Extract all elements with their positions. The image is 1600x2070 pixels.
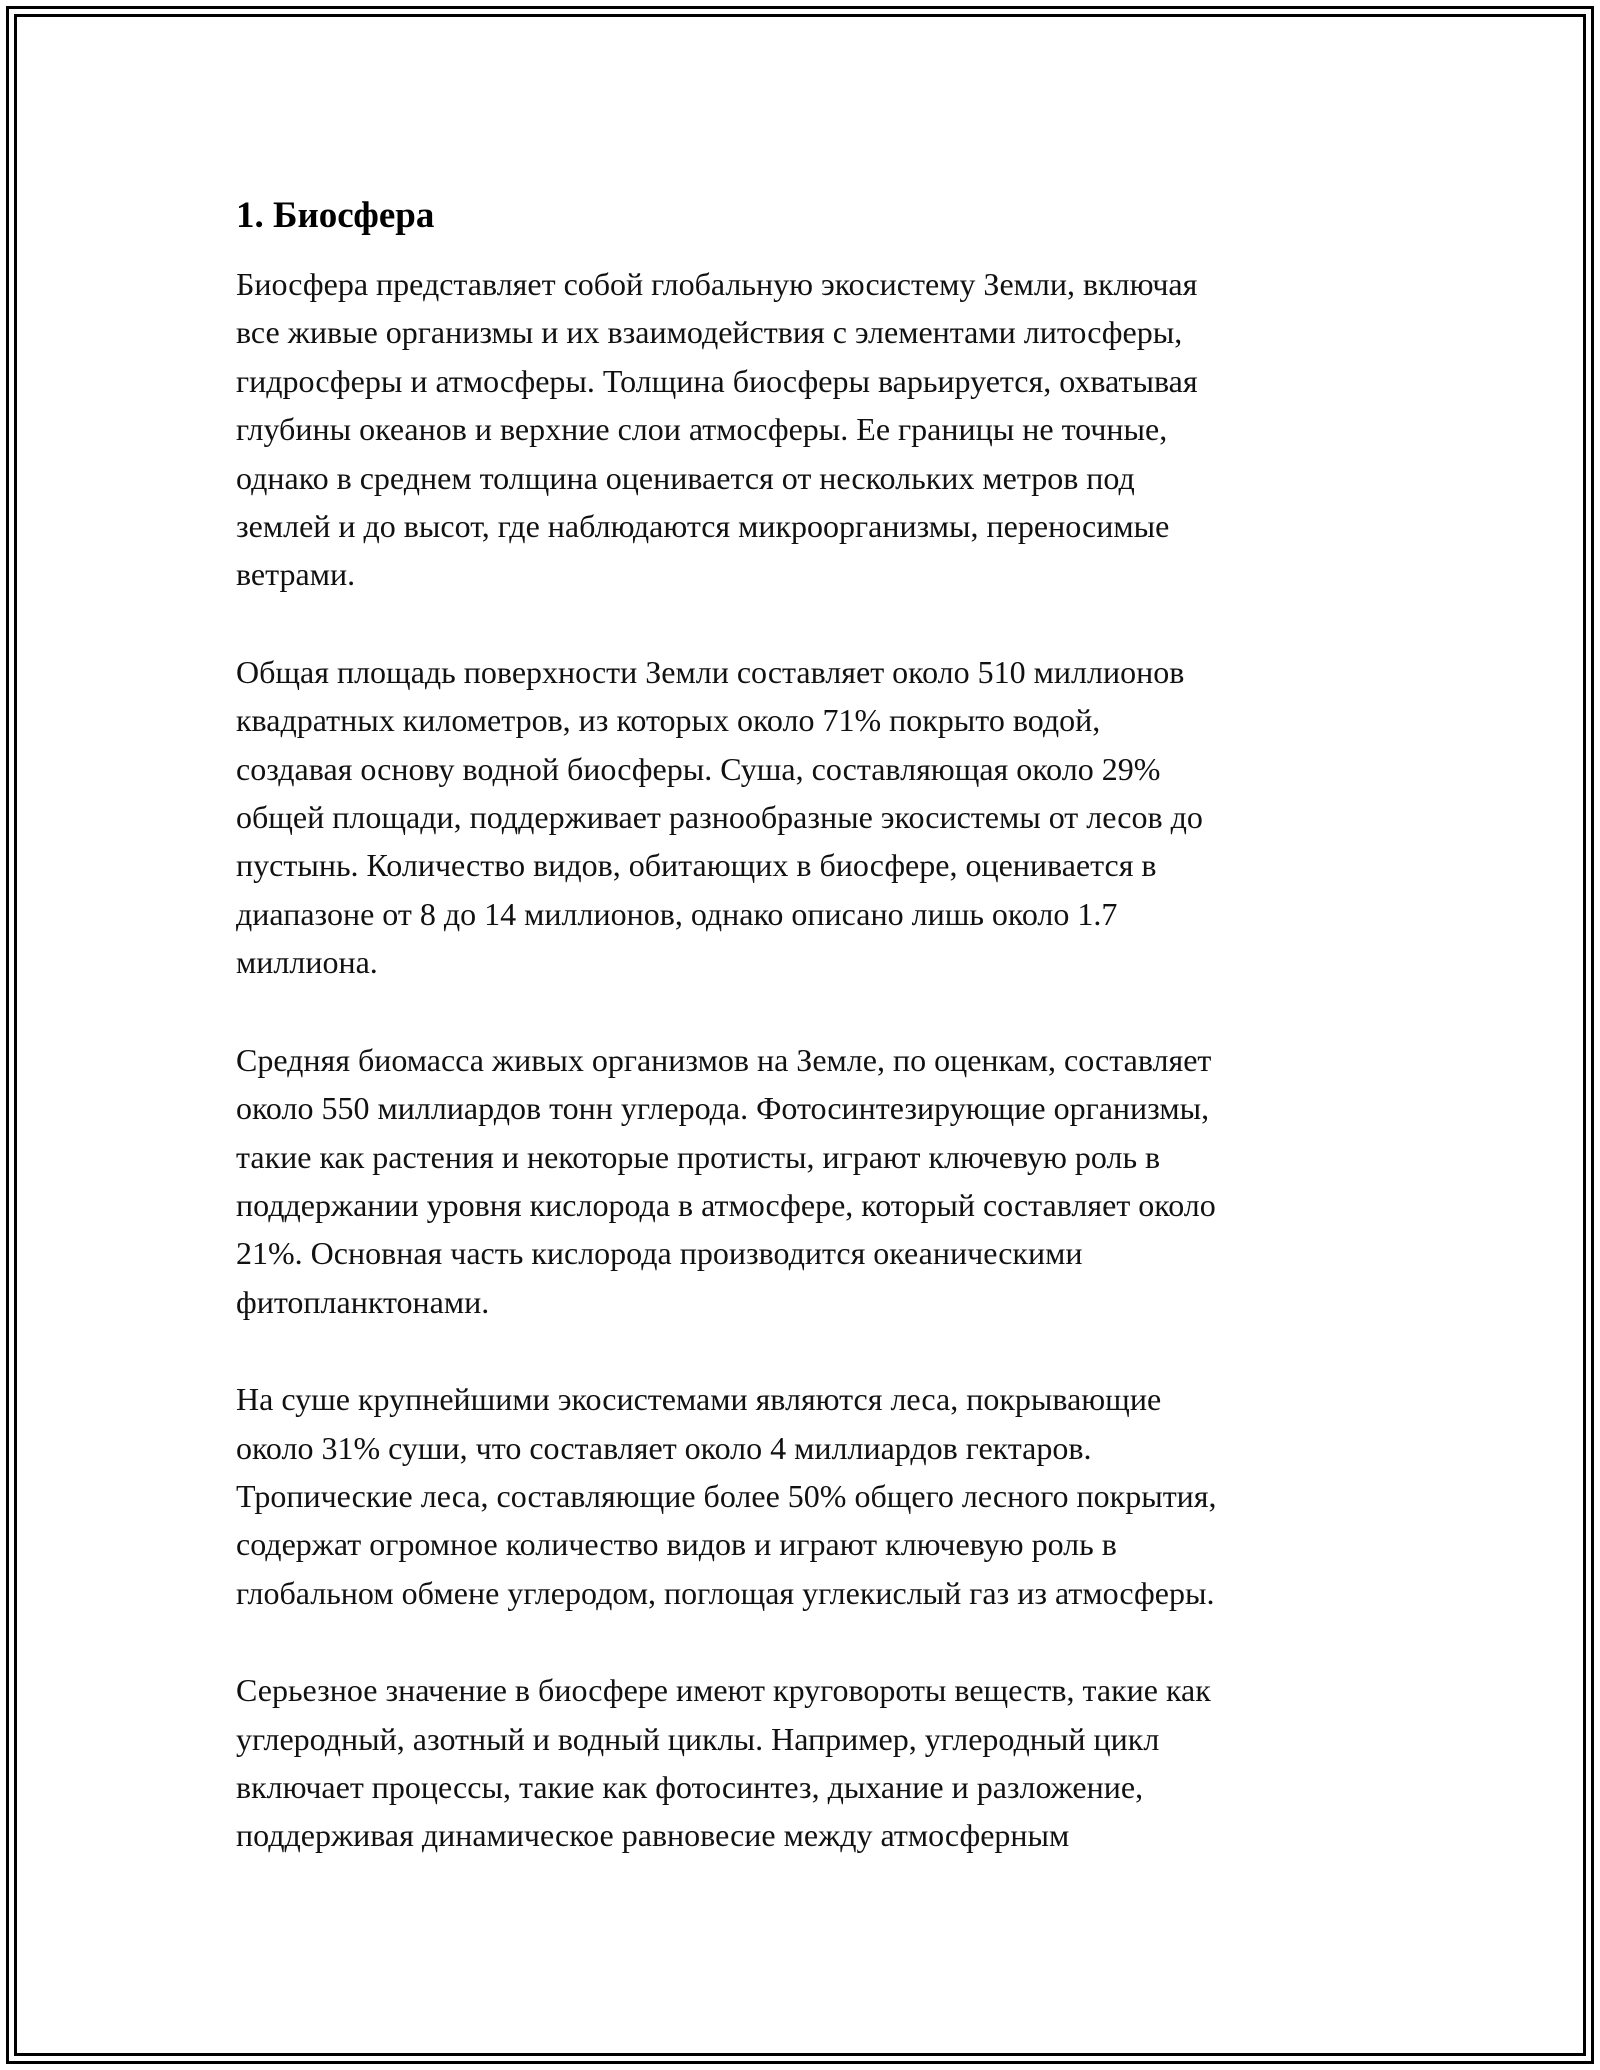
text-line: На суше крупнейшими экосистемами являются леса, покрывающие xyxy=(236,1381,1162,1418)
text-line: содержат огромное количество видов и играют ключевую роль в xyxy=(236,1526,1117,1563)
text-line: такие как растения и некоторые протисты, играют ключевую роль в xyxy=(236,1138,1161,1175)
text-line: общей площади, поддерживает разнообразные экосистемы от лесов до xyxy=(236,799,1203,836)
text-line: Тропические леса, составляющие более 50% общего лесного покрытия, xyxy=(236,1477,1217,1514)
text-line: около 550 миллиардов тонн углерода. Фотосинтезирующие организмы, xyxy=(236,1090,1210,1127)
text-line: ветрами. xyxy=(236,556,356,593)
paragraph-biomass xyxy=(236,1036,1386,1326)
text-line: Серьезное значение в биосфере имеют круговороты веществ, такие как xyxy=(236,1672,1211,1709)
paragraph-earth-surface xyxy=(236,648,1386,987)
text-line: землей и до высот, где наблюдаются микроорганизмы, переносимые xyxy=(236,508,1170,545)
text-line: Общая площадь поверхности Земли составляет около 510 миллионов xyxy=(236,653,1185,690)
text-line: Биосфера представляет собой глобальную экосистему Земли, включая xyxy=(236,266,1198,302)
document-body xyxy=(236,190,1386,1909)
paragraph-biosphere-definition xyxy=(236,260,1386,599)
section-heading: 1. Биосфера xyxy=(236,195,435,236)
text-line: углеродный, азотный и водный циклы. Например, углеродный цикл xyxy=(236,1720,1160,1757)
text-line: поддержании уровня кислорода в атмосфере, который составляет около xyxy=(236,1186,1216,1223)
text-line: глобальном обмене углеродом, поглощая углекислый газ из атмосферы. xyxy=(236,1574,1215,1611)
text-line: миллиона. xyxy=(236,944,378,981)
text-line: квадратных километров, из которых около 71% покрыто водой, xyxy=(236,702,1101,739)
text-line: около 31% суши, что составляет около 4 миллиардов гектаров. xyxy=(236,1429,1092,1466)
text-line: гидросферы и атмосферы. Толщина биосферы варьируется, охватывая xyxy=(236,362,1198,399)
text-line: глубины океанов и верхние слои атмосферы. Ее границы не точные, xyxy=(236,411,1168,448)
text-line: пустынь. Количество видов, обитающих в биосфере, оценивается в xyxy=(236,847,1157,884)
text-line: включает процессы, такие как фотосинтез, дыхание и разложение, xyxy=(236,1768,1144,1805)
paragraph-cycles xyxy=(236,1666,1386,1860)
text-line: однако в среднем толщина оценивается от нескольких метров под xyxy=(236,459,1135,496)
text-line: поддерживая динамическое равновесие между атмосферным xyxy=(236,1817,1070,1854)
text-line: 21%. Основная часть кислорода производится океаническими xyxy=(236,1235,1083,1272)
text-line: Средняя биомасса живых организмов на Земле, по оценкам, составляет xyxy=(236,1041,1212,1078)
text-line: фитопланктонами. xyxy=(236,1283,490,1320)
text-line: все живые организмы и их взаимодействия с элементами литосферы, xyxy=(236,314,1183,351)
text-line: создавая основу водной биосферы. Суша, составляющая около 29% xyxy=(236,750,1161,787)
paragraph-forests xyxy=(236,1375,1386,1617)
text-line: диапазоне от 8 до 14 миллионов, однако описано лишь около 1.7 xyxy=(236,895,1118,932)
